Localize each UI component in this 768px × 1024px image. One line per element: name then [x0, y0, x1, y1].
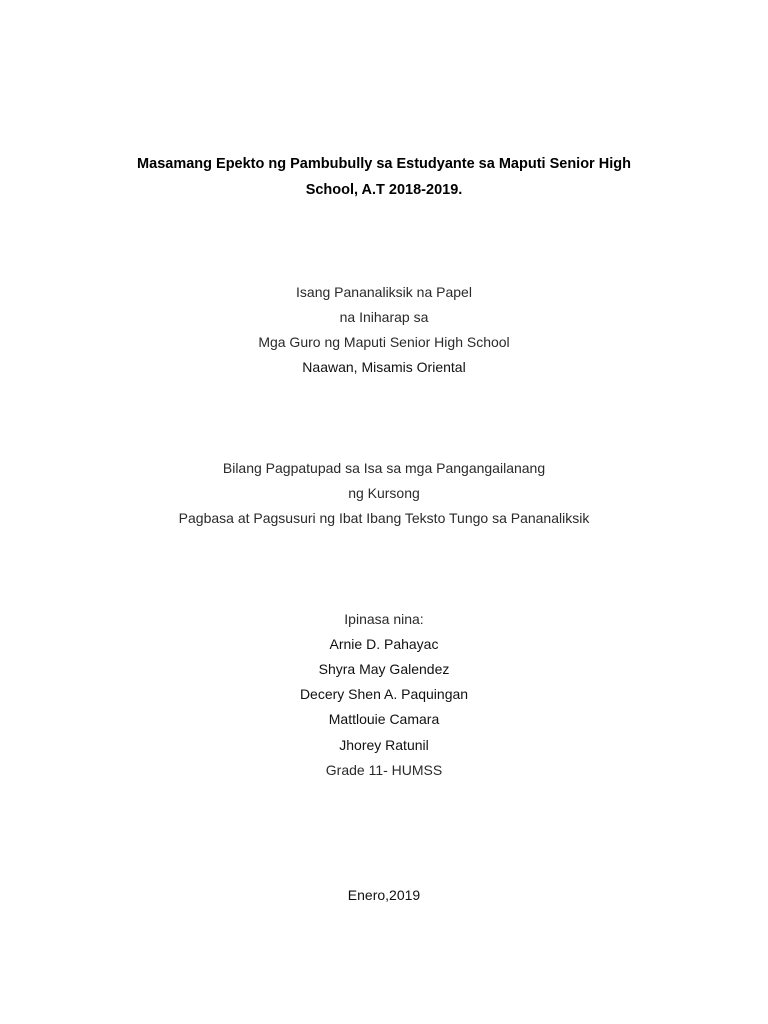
requirement-course: Pagbasa at Pagsusuri ng Ibat Ibang Teksto Tungo sa Pananaliksik — [178, 510, 590, 526]
author-name: Decery Shen A. Paquingan — [299, 686, 469, 702]
document-date: Enero,2019 — [347, 887, 421, 903]
grade-section: Grade 11- HUMSS — [325, 762, 443, 778]
title-line-1: Masamang Epekto ng Pambubully sa Estudyante sa Maputi Senior High — [137, 156, 631, 172]
author-name: Mattlouie Camara — [328, 711, 440, 727]
author-name: Shyra May Galendez — [318, 661, 450, 677]
title-line-2: School, A.T 2018-2019. — [305, 182, 463, 198]
authors-heading: Ipinasa nina: — [344, 611, 424, 627]
submission-line-3: Mga Guro ng Maputi Senior High School — [258, 334, 510, 350]
author-name: Arnie D. Pahayac — [329, 636, 439, 652]
requirement-line-2: ng Kursong — [348, 485, 420, 501]
submission-line-2: na Iniharap sa — [339, 309, 429, 325]
requirement-line-1: Bilang Pagpatupad sa Isa sa mga Pangangailanang — [222, 460, 546, 476]
author-name: Jhorey Ratunil — [339, 737, 429, 753]
submission-location: Naawan, Misamis Oriental — [302, 359, 466, 375]
submission-line-1: Isang Pananaliksik na Papel — [296, 284, 472, 300]
